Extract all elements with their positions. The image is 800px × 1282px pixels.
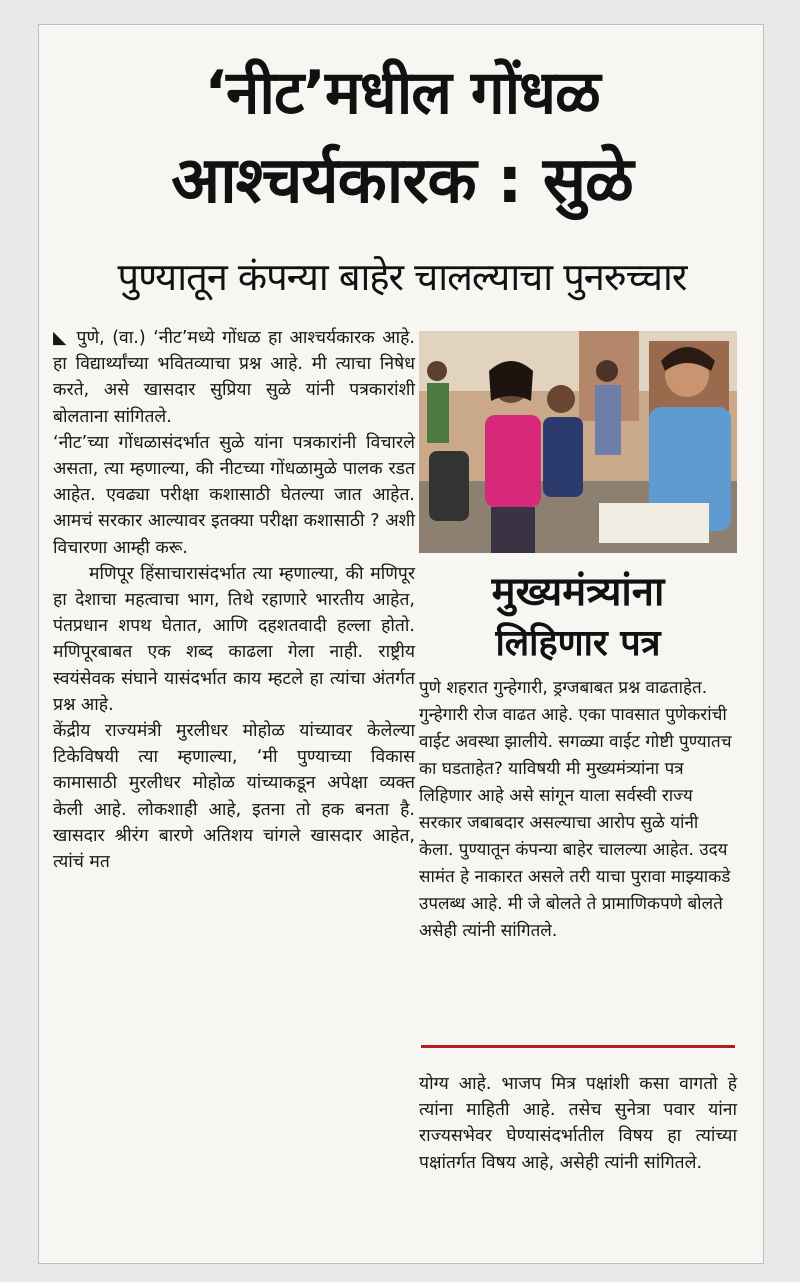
newspaper-clipping (38, 24, 764, 1264)
main-story-continuation: योग्य आहे. भाजप मित्र पक्षांशी कसा वागतो हे त्यांना माहिती आहे. तसेच सुनेत्रा पवार यांना राज्यसभेवर घेण्यासंदर्भातील विषय हा त्यांच्या पक्षांतर्गत विषय आहे, असेही त्यांनी सांगितले. (419, 1074, 737, 1173)
bullet-icon: ◣ (53, 328, 77, 348)
main-story-paragraph: मणिपूर हिंसाचारासंदर्भात त्या म्हणाल्या, की मणिपूर हा देशाचा महत्वाचा भाग, तिथे रहाणारे भारतीय आहेत, पंतप्रधान शपथ घेतात, आणि दहशतवादी हल्ला होतो. मणिपूरबाबत एक शब्द काढला गेला नाही. राष्ट्रीय स्वयंसेवक संघाने यासंदर्भात काय म्हटले हा त्यांचा अंतर्गत प्रश्न आहे. (53, 563, 415, 715)
side-story-title-line-1: मुख्यमंत्र्यांना (491, 569, 665, 615)
main-story-paragraph: केंद्रीय राज्यमंत्री मुरलीधर मोहोळ यांच्यावर केलेल्या टिकेविषयी त्या म्हणाल्या, ‘मी पुण्याच्या विकास कामासाठी मुरलीधर मोहोळ यांच्याकडून अपेक्षा व्यक्त केली आहे. लोकशाही आहे, इतना तो हक बनता है. खासदार श्रीरंग बारणे अतिशय चांगले खासदार आहेत, त्यांचं मत (53, 721, 415, 873)
students-photo (419, 331, 737, 553)
subheadline: पुण्यातून कंपन्या बाहेर चालल्याचा पुनरुच्चार (117, 255, 687, 299)
headline-line-2: आश्चर्यकारक : सुळे (171, 144, 633, 218)
main-story-paragraph (53, 325, 415, 430)
side-story-title-line-2: लिहिणार पत्र (495, 623, 661, 664)
paragraph-text: पुणे, (वा.) ‘नीट’मध्ये गोंधळ हा आश्चर्यकारक आहे. हा विद्यार्थ्यांच्या भवितव्याचा प्रश्न आहे. मी त्याचा निषेध करते, असे खासदार सुप्रिया सुळे यांनी पत्रकारांशी बोलताना सांगितले. (53, 328, 415, 427)
section-divider (421, 1045, 735, 1048)
main-story-column (53, 325, 415, 875)
headline-line-1: ‘नीट’मधील गोंधळ (204, 58, 600, 128)
side-story-body: पुणे शहरात गुन्हेगारी, ड्रग्जबाबत प्रश्न वाढताहेत. गुन्हेगारी रोज वाढत आहे. एका पावसात पुणेकरांची वाईट अवस्था झालीये. सगळ्या वाईट गोष्टी पुण्यातच का घडताहेत? याविषयी मी मुख्यमंत्र्यांना पत्र लिहिणार आहे असे सांगून याला सर्वस्वी राज्य सरकार जबाबदार असल्याचा आरोप सुळे यांनी केला. पुण्यातून कंपन्या बाहेर चालल्या आहेत. उदय सामंत हे नाकारत असले तरी याचा पुरावा माझ्याकडे उपलब्ध आहे. मी जे बोलते ते प्रामाणिकपणे बोलते असेही त्यांनी सांगितले. (419, 678, 732, 941)
main-story-paragraph: ‘नीट’च्या गोंधळासंदर्भात सुळे यांना पत्रकारांनी विचारले असता, त्या म्हणाल्या, की नीटच्या गोंधळामुळे पालक रडत आहेत. एवढ्या परीक्षा कशासाठी घेतल्या जात आहेत. आमचं सरकार आल्यावर इतक्या परीक्षा कशासाठी ? अशी विचारणा आम्ही करू. (53, 432, 415, 558)
